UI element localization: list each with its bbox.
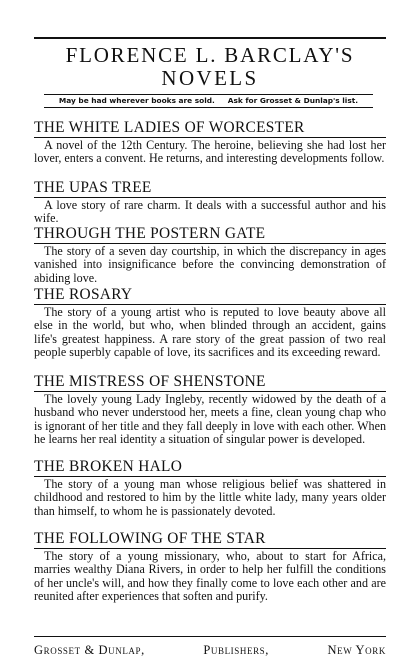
book-description: The story of a young artist who is reputed to love beauty above all else in the world, but who, when blinded through an accident, gains life's greatest happiness. A rare story of the great passion of two real people superbly capable of love, its sacrifices and its exceeding reward. [34, 305, 386, 360]
book-entry [34, 374, 386, 447]
book-description: The story of a young man whose religious belief was shattered in childhood and restored to him by the little white lady, many years older than himself, to whom he is passionately devoted. [34, 477, 386, 518]
footer-rule [34, 636, 386, 637]
publisher-name: Grosset & Dunlap, [34, 643, 145, 657]
book-title: THE ROSARY [34, 286, 133, 303]
book-advertisement-page [34, 0, 386, 661]
top-rule [34, 37, 386, 39]
book-title: THE MISTRESS OF SHENSTONE [34, 373, 266, 390]
book-entry [34, 459, 386, 518]
publisher-city: New York [327, 643, 386, 657]
book-description: A love story of rare charm. It deals with a successful author and his wife. [34, 198, 386, 226]
book-entry [34, 180, 386, 226]
availability-banner: May be had wherever books are sold. Ask for Grosset & Dunlap's list. [44, 94, 373, 108]
publisher-footer [34, 643, 386, 658]
book-description: The lovely young Lady Ingleby, recently widowed by the death of a husband who never understood her, meets a fine, clean young chap who is ignorant of her title and they fall deeply in love with each other. When he learns her real identity a situation of singular power is developed. [34, 392, 386, 447]
book-title: THE UPAS TREE [34, 179, 152, 196]
book-entry [34, 531, 386, 604]
book-entry [34, 226, 386, 285]
book-title: THROUGH THE POSTERN GATE [34, 225, 266, 242]
publisher-role: Publishers, [203, 643, 270, 657]
book-title: THE FOLLOWING OF THE STAR [34, 530, 266, 547]
book-description: A novel of the 12th Century. The heroine, believing she had lost her lover, enters a convent. He returns, and interesting developments follow. [34, 138, 386, 166]
book-entry [34, 120, 386, 166]
page-subtitle: NOVELS [161, 66, 259, 90]
book-description: The story of a young missionary, who, about to start for Africa, marries wealthy Diana Rivers, in order to help her fulfill the conditions of her uncle's will, and how they finally come to love each other and are reunited after experiences that soften and purify. [34, 549, 386, 604]
book-description: The story of a seven day courtship, in which the discrepancy in ages vanished into insignificance before the convincing demonstration of abiding love. [34, 244, 386, 285]
page-title: FLORENCE L. BARCLAY'S [65, 43, 355, 67]
book-title: THE WHITE LADIES OF WORCESTER [34, 119, 305, 136]
book-entry [34, 287, 386, 360]
book-title: THE BROKEN HALO [34, 458, 183, 475]
